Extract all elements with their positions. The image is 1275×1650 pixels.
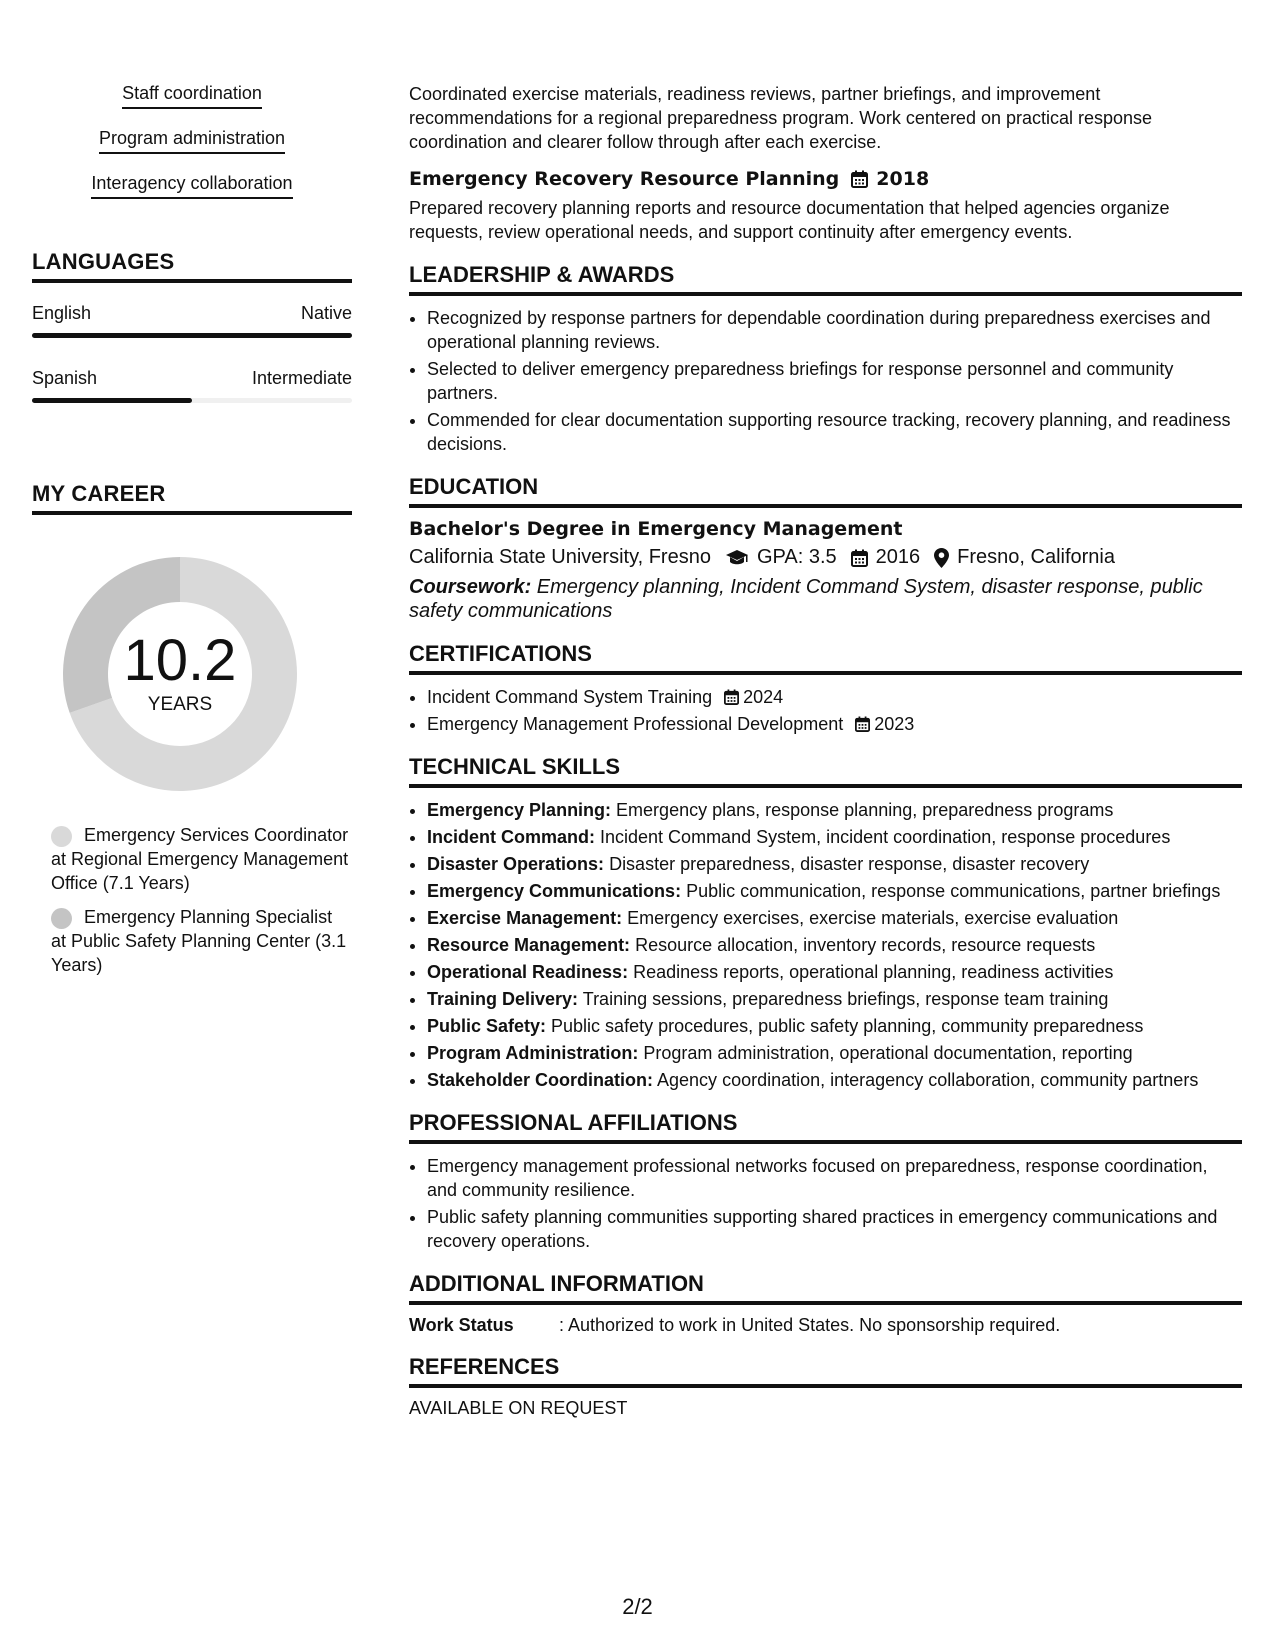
career-legend-dot bbox=[51, 908, 72, 929]
skill-item bbox=[427, 987, 1242, 1011]
certification-name: • Incident Command System Training bbox=[427, 687, 713, 707]
project-title: Emergency Recovery Resource Planning bbox=[409, 168, 840, 190]
career-total-unit: YEARS bbox=[147, 694, 213, 715]
career-total-value: 10.2 bbox=[123, 628, 237, 693]
skill-item bbox=[427, 825, 1242, 849]
project-year: 2018 bbox=[876, 168, 930, 190]
skill-text: Disaster preparedness, disaster response, disaster recovery bbox=[604, 854, 1090, 874]
calendar-icon bbox=[724, 689, 739, 705]
language-bar bbox=[32, 398, 352, 403]
skill-label: Exercise Management: bbox=[427, 908, 623, 928]
certifications-list bbox=[409, 685, 1242, 736]
certification-year: 2024 bbox=[743, 687, 784, 707]
skill-item bbox=[427, 906, 1242, 930]
intro-paragraph: Coordinated exercise materials, readiness reviews, partner briefings, and improvement recommendations for a regional preparedness program. Work centered on practical response coordination and clearer follow through after each exercise. bbox=[409, 84, 1153, 152]
skill-tag: Interagency collaboration bbox=[32, 172, 352, 199]
career-legend-label: Emergency Planning Specialist at Public Safety Planning Center (3.1 Years) bbox=[51, 907, 347, 975]
skill-item bbox=[427, 1041, 1242, 1065]
coursework-label: Coursework: bbox=[409, 576, 532, 598]
language-bar-fill bbox=[32, 333, 352, 338]
coursework-text: Emergency planning, Incident Command System, disaster response, public safety communications bbox=[409, 576, 1203, 622]
skill-text: Incident Command System, incident coordination, response procedures bbox=[595, 827, 1171, 847]
career-section bbox=[32, 481, 352, 977]
education-year: 2016 bbox=[875, 546, 921, 568]
skill-text: Emergency exercises, exercise materials, exercise evaluation bbox=[622, 908, 1119, 928]
skill-item bbox=[427, 798, 1242, 822]
skill-tag: Program administration bbox=[32, 127, 352, 154]
work-status-label: Work Status bbox=[409, 1315, 514, 1335]
main-content bbox=[409, 82, 1242, 1419]
language-level: Native bbox=[300, 303, 352, 323]
education-gpa: GPA: 3.5 bbox=[756, 546, 837, 568]
additional-info-heading: ADDITIONAL INFORMATION bbox=[409, 1271, 1242, 1305]
calendar-icon bbox=[855, 716, 870, 732]
career-heading: MY CAREER bbox=[32, 481, 352, 515]
list-item: • Selected to deliver emergency preparedness briefings for response personnel and community partners. bbox=[427, 357, 1242, 405]
education-degree: Bachelor's Degree in Emergency Management bbox=[409, 518, 903, 540]
certification-year: 2023 bbox=[874, 714, 915, 734]
leadership-list bbox=[409, 306, 1242, 456]
list-item bbox=[427, 712, 1242, 736]
education-details bbox=[409, 546, 1242, 569]
skill-item bbox=[427, 960, 1242, 984]
work-status-value: : Authorized to work in United States. No sponsorship required. bbox=[559, 1315, 1061, 1335]
calendar-icon bbox=[851, 549, 868, 567]
language-item bbox=[32, 303, 352, 338]
affiliations-list bbox=[409, 1154, 1242, 1253]
leadership-heading: LEADERSHIP & AWARDS bbox=[409, 262, 1242, 296]
career-legend-item bbox=[51, 823, 352, 895]
skill-text: Emergency plans, response planning, preparedness programs bbox=[611, 800, 1114, 820]
technical-skills-heading: TECHNICAL SKILLS bbox=[409, 754, 1242, 788]
list-item: • Recognized by response partners for dependable coordination during preparedness exercises and operational planning reviews. bbox=[427, 306, 1242, 354]
list-item: • Public safety planning communities supporting shared practices in emergency communications and recovery operations. bbox=[427, 1205, 1242, 1253]
work-status-row bbox=[409, 1315, 1242, 1336]
skill-text: Public safety procedures, public safety planning, community preparedness bbox=[546, 1016, 1144, 1036]
career-legend-item bbox=[51, 905, 352, 977]
skill-label: Stakeholder Coordination: bbox=[427, 1070, 654, 1090]
education-heading: EDUCATION bbox=[409, 474, 1242, 508]
skill-label: Training Delivery: bbox=[427, 989, 579, 1009]
career-legend-dot bbox=[51, 826, 72, 847]
list-item: • Emergency management professional networks focused on preparedness, response coordination, and community resilience. bbox=[427, 1154, 1242, 1202]
references-text: AVAILABLE ON REQUEST bbox=[409, 1398, 628, 1418]
language-name: English bbox=[32, 303, 92, 323]
career-donut-center bbox=[55, 549, 305, 799]
list-item bbox=[427, 685, 1242, 709]
skill-text: Training sessions, preparedness briefings, response team training bbox=[578, 989, 1109, 1009]
skill-text: Public communication, response communications, partner briefings bbox=[681, 881, 1221, 901]
language-name: Spanish bbox=[32, 368, 98, 388]
skill-label: Emergency Planning: bbox=[427, 800, 612, 820]
skill-text: Agency coordination, interagency collaboration, community partners bbox=[653, 1070, 1199, 1090]
certification-name: • Emergency Management Professional Development bbox=[427, 714, 844, 734]
page-number: 2/2 bbox=[622, 1594, 653, 1619]
skill-item bbox=[427, 1014, 1242, 1038]
skill-item bbox=[427, 879, 1242, 903]
skill-label: Public Safety: bbox=[427, 1016, 547, 1036]
calendar-icon bbox=[851, 170, 868, 188]
sidebar bbox=[32, 82, 352, 977]
certifications-heading: CERTIFICATIONS bbox=[409, 641, 1242, 675]
affiliations-heading: PROFESSIONAL AFFILIATIONS bbox=[409, 1110, 1242, 1144]
career-legend bbox=[32, 823, 352, 977]
skill-text: Resource allocation, inventory records, resource requests bbox=[630, 935, 1096, 955]
skill-item bbox=[427, 1068, 1242, 1092]
references-heading: REFERENCES bbox=[409, 1354, 1242, 1388]
career-donut-chart bbox=[55, 549, 305, 799]
project-description: Prepared recovery planning reports and resource documentation that helped agencies organize requests, review operational needs, and support continuity after emergency events. bbox=[409, 198, 1170, 242]
technical-skills-list bbox=[409, 798, 1242, 1092]
skill-item bbox=[427, 933, 1242, 957]
skill-tag: Staff coordination bbox=[32, 82, 352, 109]
skill-label: Resource Management: bbox=[427, 935, 631, 955]
career-legend-label: Emergency Services Coordinator at Regional Emergency Management Office (7.1 Years) bbox=[51, 825, 349, 893]
skill-text: Readiness reports, operational planning, readiness activities bbox=[628, 962, 1114, 982]
languages-section bbox=[32, 249, 352, 403]
language-bar bbox=[32, 333, 352, 338]
skill-label: Operational Readiness: bbox=[427, 962, 629, 982]
language-item bbox=[32, 368, 352, 403]
skill-label: Program Administration: bbox=[427, 1043, 639, 1063]
skill-item bbox=[427, 852, 1242, 876]
skill-label: Emergency Communications: bbox=[427, 881, 682, 901]
list-item: • Commended for clear documentation supporting resource tracking, recovery planning, and readiness decisions. bbox=[427, 408, 1242, 456]
map-pin-icon bbox=[934, 548, 949, 568]
skill-label: Disaster Operations: bbox=[427, 854, 605, 874]
languages-heading: LANGUAGES bbox=[32, 249, 352, 283]
project-title-row bbox=[409, 168, 1242, 190]
education-location: Fresno, California bbox=[957, 546, 1115, 568]
graduation-cap-icon bbox=[725, 549, 749, 567]
skill-text: Program administration, operational documentation, reporting bbox=[638, 1043, 1133, 1063]
education-coursework bbox=[409, 575, 1242, 623]
language-bar-fill bbox=[32, 398, 192, 403]
skill-label: Incident Command: bbox=[427, 827, 596, 847]
language-level: Intermediate bbox=[251, 368, 352, 388]
education-school: California State University, Fresno bbox=[409, 546, 711, 568]
